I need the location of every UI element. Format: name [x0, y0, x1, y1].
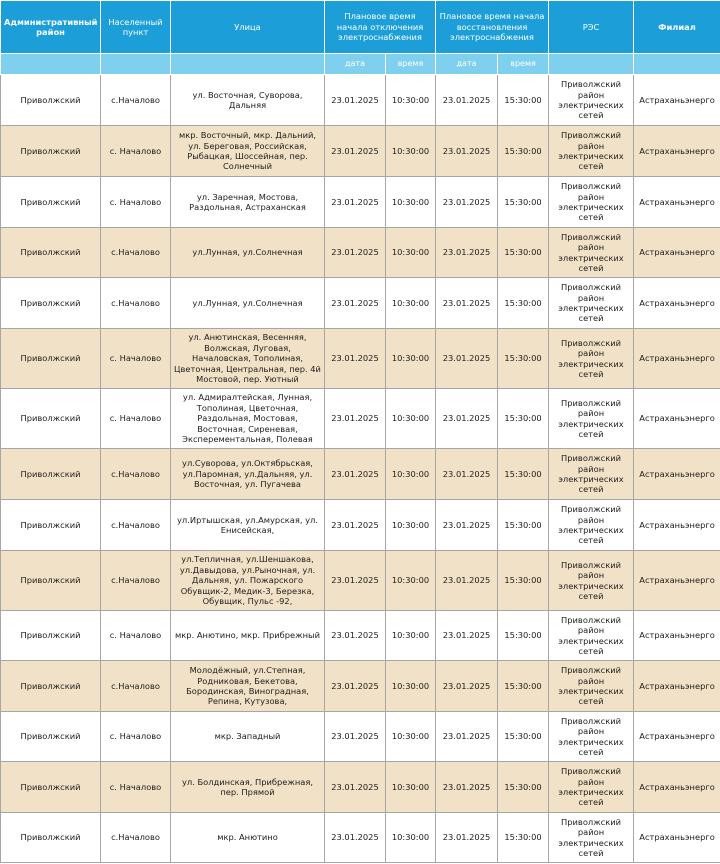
on-time-cell: 15:30:00 — [498, 449, 549, 500]
street-cell: ул. Болдинская, Прибрежная, пер. Прямой — [171, 762, 325, 813]
locality-cell: с. Началово — [101, 329, 171, 389]
on-date-cell: 23.01.2025 — [436, 228, 498, 278]
locality-cell: с.Началово — [101, 500, 171, 551]
header-on-time: Плановое время начала восстановления электроснабжения — [436, 1, 549, 54]
off-time-cell: 10:30:00 — [386, 329, 436, 389]
branch-cell: Астраханьэнерго — [634, 500, 720, 551]
street-cell: Молодёжный, ул.Степная, Родниковая, Бекетова, Бородинская, Виноградная, Репина, Кутузова, — [171, 661, 325, 712]
off-date-cell: 23.01.2025 — [325, 762, 386, 813]
district-cell: Приволжский — [1, 712, 101, 762]
header-off-time: Плановое время начала отключения электроснабжения — [325, 1, 436, 54]
on-date-cell: 23.01.2025 — [436, 762, 498, 813]
off-time-cell: 10:30:00 — [386, 551, 436, 611]
res-cell: Приволжский район электрических сетей — [549, 177, 634, 228]
branch-cell: Астраханьэнерго — [634, 278, 720, 329]
district-cell: Приволжский — [1, 126, 101, 177]
header-street: Улица — [171, 1, 325, 54]
on-date-cell: 23.01.2025 — [436, 500, 498, 551]
district-cell: Приволжский — [1, 611, 101, 661]
on-date-cell: 23.01.2025 — [436, 177, 498, 228]
res-cell: Приволжский район электрических сетей — [549, 813, 634, 863]
on-date-cell: 23.01.2025 — [436, 551, 498, 611]
table-row — [1, 278, 720, 329]
subheader-on-date: дата — [436, 54, 498, 75]
district-cell: Приволжский — [1, 500, 101, 551]
off-time-cell: 10:30:00 — [386, 611, 436, 661]
on-time-cell: 15:30:00 — [498, 500, 549, 551]
table-row — [1, 813, 720, 863]
off-date-cell: 23.01.2025 — [325, 75, 386, 126]
off-time-cell: 10:30:00 — [386, 389, 436, 449]
off-date-cell: 23.01.2025 — [325, 551, 386, 611]
locality-cell: с.Началово — [101, 813, 171, 863]
on-time-cell: 15:30:00 — [498, 329, 549, 389]
subheader-empty — [634, 54, 720, 75]
on-time-cell: 15:30:00 — [498, 389, 549, 449]
off-time-cell: 10:30:00 — [386, 126, 436, 177]
locality-cell: с. Началово — [101, 611, 171, 661]
branch-cell: Астраханьэнерго — [634, 75, 720, 126]
on-time-cell: 15:30:00 — [498, 177, 549, 228]
res-cell: Приволжский район электрических сетей — [549, 228, 634, 278]
table-row — [1, 75, 720, 126]
locality-cell: с. Началово — [101, 126, 171, 177]
street-cell: ул.Лунная, ул.Солнечная — [171, 228, 325, 278]
street-cell: ул. Анютинская, Весенняя, Волжская, Луговая, Началовская, Тополиная, Цветочная, Центральная, пер. 4й Мостовой, пер. Уютный — [171, 329, 325, 389]
branch-cell: Астраханьэнерго — [634, 228, 720, 278]
table-row — [1, 712, 720, 762]
header-district: Административный район — [1, 1, 101, 54]
locality-cell: с.Началово — [101, 661, 171, 712]
off-date-cell: 23.01.2025 — [325, 661, 386, 712]
off-date-cell: 23.01.2025 — [325, 449, 386, 500]
street-cell: мкр. Анютино — [171, 813, 325, 863]
branch-cell: Астраханьэнерго — [634, 712, 720, 762]
branch-cell: Астраханьэнерго — [634, 177, 720, 228]
locality-cell: с.Началово — [101, 75, 171, 126]
off-time-cell: 10:30:00 — [386, 228, 436, 278]
table-row — [1, 177, 720, 228]
header-branch: Филиал — [634, 1, 720, 54]
res-cell: Приволжский район электрических сетей — [549, 449, 634, 500]
off-time-cell: 10:30:00 — [386, 449, 436, 500]
district-cell: Приволжский — [1, 449, 101, 500]
res-cell: Приволжский район электрических сетей — [549, 75, 634, 126]
table-row — [1, 228, 720, 278]
branch-cell: Астраханьэнерго — [634, 551, 720, 611]
locality-cell: с. Началово — [101, 762, 171, 813]
on-time-cell: 15:30:00 — [498, 126, 549, 177]
on-date-cell: 23.01.2025 — [436, 329, 498, 389]
on-time-cell: 15:30:00 — [498, 762, 549, 813]
table-row — [1, 762, 720, 813]
locality-cell: с. Началово — [101, 177, 171, 228]
table-row — [1, 329, 720, 389]
on-date-cell: 23.01.2025 — [436, 126, 498, 177]
on-date-cell: 23.01.2025 — [436, 75, 498, 126]
street-cell: мкр. Западный — [171, 712, 325, 762]
off-time-cell: 10:30:00 — [386, 762, 436, 813]
table-row — [1, 389, 720, 449]
street-cell: ул.Лунная, ул.Солнечная — [171, 278, 325, 329]
branch-cell: Астраханьэнерго — [634, 126, 720, 177]
res-cell: Приволжский район электрических сетей — [549, 500, 634, 551]
res-cell: Приволжский район электрических сетей — [549, 611, 634, 661]
table-row — [1, 449, 720, 500]
subheader-empty — [101, 54, 171, 75]
street-cell: ул.Суворова, ул.Октябрьская, ул.Паромная, ул.Дальняя, ул. Восточная, ул. Пугачева — [171, 449, 325, 500]
street-cell: мкр. Анютино, мкр. Прибрежный — [171, 611, 325, 661]
off-date-cell: 23.01.2025 — [325, 278, 386, 329]
off-time-cell: 10:30:00 — [386, 75, 436, 126]
on-time-cell: 15:30:00 — [498, 661, 549, 712]
res-cell: Приволжский район электрических сетей — [549, 551, 634, 611]
locality-cell: с.Началово — [101, 449, 171, 500]
subheader-off-date: дата — [325, 54, 386, 75]
table-row — [1, 126, 720, 177]
on-time-cell: 15:30:00 — [498, 278, 549, 329]
street-cell: ул. Адмиралтейская, Лунная, Тополиная, Цветочная, Раздольная, Мостовая, Восточная, Сиреневая, Эксперементальная, Полевая — [171, 389, 325, 449]
locality-cell: с.Началово — [101, 551, 171, 611]
res-cell: Приволжский район электрических сетей — [549, 389, 634, 449]
subheader-empty — [549, 54, 634, 75]
off-time-cell: 10:30:00 — [386, 278, 436, 329]
street-cell: ул.Тепличная, ул.Шеншакова, ул.Давыдова, ул.Рыночная, ул. Дальняя, ул. Пожарского Обувщик-2, Медик-3, Березка, Обувщик, Пульс -92, — [171, 551, 325, 611]
branch-cell: Астраханьэнерго — [634, 449, 720, 500]
branch-cell: Астраханьэнерго — [634, 762, 720, 813]
on-time-cell: 15:30:00 — [498, 228, 549, 278]
on-time-cell: 15:30:00 — [498, 551, 549, 611]
branch-cell: Астраханьэнерго — [634, 661, 720, 712]
district-cell: Приволжский — [1, 389, 101, 449]
locality-cell: с.Началово — [101, 228, 171, 278]
locality-cell: с.Началово — [101, 278, 171, 329]
res-cell: Приволжский район электрических сетей — [549, 762, 634, 813]
subheader-off-time: время — [386, 54, 436, 75]
locality-cell: с. Началово — [101, 389, 171, 449]
off-time-cell: 10:30:00 — [386, 712, 436, 762]
off-date-cell: 23.01.2025 — [325, 611, 386, 661]
subheader-on-time: время — [498, 54, 549, 75]
district-cell: Приволжский — [1, 762, 101, 813]
table-row — [1, 611, 720, 661]
on-time-cell: 15:30:00 — [498, 712, 549, 762]
on-date-cell: 23.01.2025 — [436, 278, 498, 329]
on-date-cell: 23.01.2025 — [436, 611, 498, 661]
off-time-cell: 10:30:00 — [386, 661, 436, 712]
off-date-cell: 23.01.2025 — [325, 228, 386, 278]
on-date-cell: 23.01.2025 — [436, 449, 498, 500]
subheader-empty — [171, 54, 325, 75]
on-date-cell: 23.01.2025 — [436, 661, 498, 712]
off-date-cell: 23.01.2025 — [325, 329, 386, 389]
on-date-cell: 23.01.2025 — [436, 712, 498, 762]
district-cell: Приволжский — [1, 551, 101, 611]
street-cell: ул. Заречная, Мостова, Раздольная, Астраханская — [171, 177, 325, 228]
res-cell: Приволжский район электрических сетей — [549, 329, 634, 389]
header-locality: Населенный пункт — [101, 1, 171, 54]
header-row — [1, 1, 720, 54]
off-date-cell: 23.01.2025 — [325, 177, 386, 228]
off-time-cell: 10:30:00 — [386, 813, 436, 863]
on-time-cell: 15:30:00 — [498, 75, 549, 126]
off-time-cell: 10:30:00 — [386, 177, 436, 228]
on-time-cell: 15:30:00 — [498, 813, 549, 863]
res-cell: Приволжский район электрических сетей — [549, 712, 634, 762]
locality-cell: с. Началово — [101, 712, 171, 762]
street-cell: мкр. Восточный, мкр. Дальний, ул. Береговая, Российская, Рыбацкая, Шоссейная, пер. Солнечный — [171, 126, 325, 177]
subheader-empty — [1, 54, 101, 75]
on-date-cell: 23.01.2025 — [436, 389, 498, 449]
res-cell: Приволжский район электрических сетей — [549, 126, 634, 177]
district-cell: Приволжский — [1, 177, 101, 228]
district-cell: Приволжский — [1, 75, 101, 126]
header-res: РЭС — [549, 1, 634, 54]
branch-cell: Астраханьэнерго — [634, 389, 720, 449]
table-row — [1, 500, 720, 551]
district-cell: Приволжский — [1, 228, 101, 278]
table-row — [1, 551, 720, 611]
district-cell: Приволжский — [1, 278, 101, 329]
subheader-row — [1, 54, 720, 75]
off-date-cell: 23.01.2025 — [325, 389, 386, 449]
table-row — [1, 661, 720, 712]
off-date-cell: 23.01.2025 — [325, 813, 386, 863]
street-cell: ул.Иртышская, ул.Амурская, ул. Енисейская, — [171, 500, 325, 551]
on-time-cell: 15:30:00 — [498, 611, 549, 661]
district-cell: Приволжский — [1, 329, 101, 389]
on-date-cell: 23.01.2025 — [436, 813, 498, 863]
district-cell: Приволжский — [1, 813, 101, 863]
branch-cell: Астраханьэнерго — [634, 813, 720, 863]
branch-cell: Астраханьэнерго — [634, 611, 720, 661]
street-cell: ул. Восточная, Суворова, Дальняя — [171, 75, 325, 126]
off-date-cell: 23.01.2025 — [325, 126, 386, 177]
off-date-cell: 23.01.2025 — [325, 500, 386, 551]
off-date-cell: 23.01.2025 — [325, 712, 386, 762]
district-cell: Приволжский — [1, 661, 101, 712]
branch-cell: Астраханьэнерго — [634, 329, 720, 389]
res-cell: Приволжский район электрических сетей — [549, 661, 634, 712]
res-cell: Приволжский район электрических сетей — [549, 278, 634, 329]
off-time-cell: 10:30:00 — [386, 500, 436, 551]
